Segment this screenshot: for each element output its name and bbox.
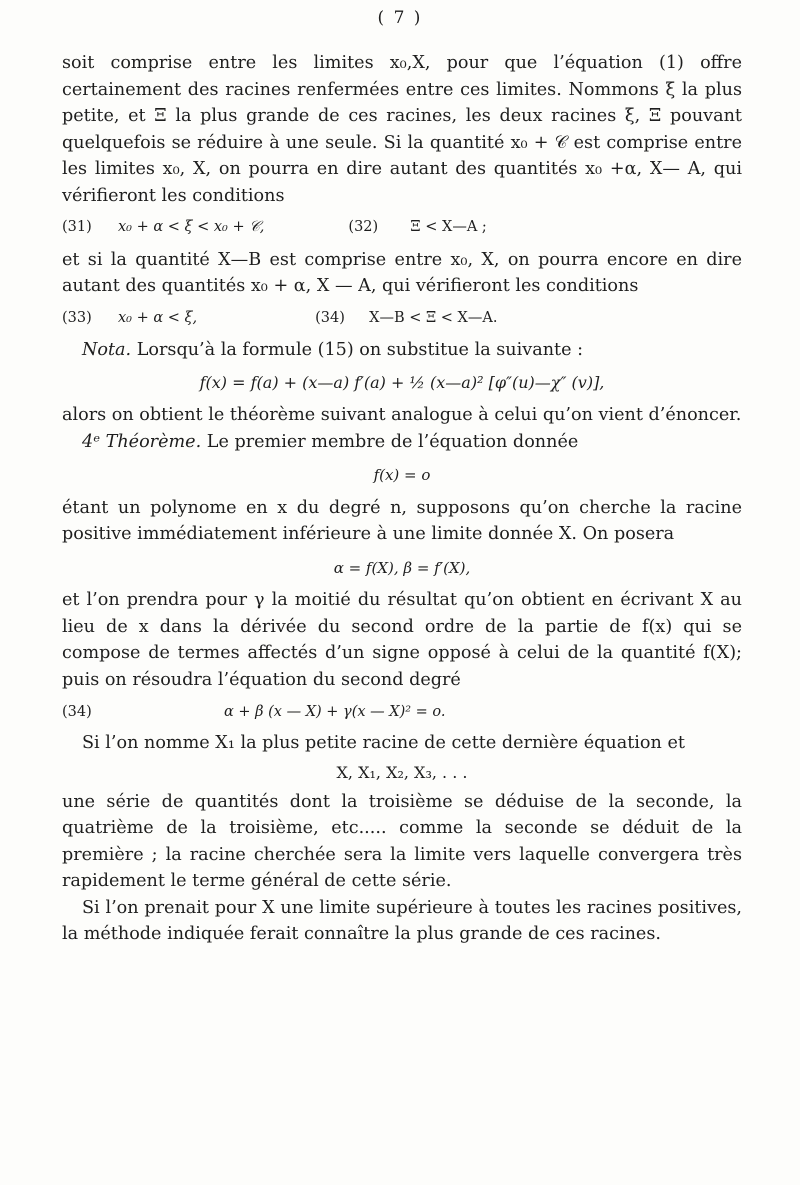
equations-33-34 xyxy=(62,305,742,332)
nota-paragraph xyxy=(62,337,742,364)
equation-tag-32: (32) xyxy=(348,219,379,235)
equation-fx: f(x) = o xyxy=(373,466,431,484)
paragraph-6: Si l’on nomme X₁ la plus petite racine de cette dernière équation et xyxy=(82,732,685,753)
series-line: X, X₁, X₂, X₃, . . . xyxy=(336,763,468,782)
page-number: ( 7 ) xyxy=(377,8,423,28)
paragraph-5: et l’on prendra pour γ la moitié du résultat qu’on obtient en écrivant X au lieu de x dans la dérivée du second ordre de la partie de f(x) qui se compose de termes affectés d’un signe opposé à celui de la quantité f(X); puis on résoudra l’équation du second degré xyxy=(62,590,742,690)
equation-34b: α + β (x — X) + γ(x — X)² = o. xyxy=(224,704,446,720)
theorem-paragraph xyxy=(62,429,742,456)
equation-tag-34: (34) xyxy=(315,309,345,326)
equation-32: Ξ < X—A ; xyxy=(410,219,487,235)
paragraph-4: étant un polynome en x du degré n, supposons qu’on cherche la racine positive immédiatement inférieure à une limite donnée X. On posera xyxy=(62,497,742,544)
paragraph-1: soit comprise entre les limites x₀,X, pour que l’équation (1) offre certainement des racines renfermées entre ces limites. Nommons ξ la plus petite, et Ξ la plus grande de ces racines, les deux racines ξ, Ξ pouvant quelquefois se réduire à une seule. Si la quantité x₀ + 𝒞 est comprise entre les limites x₀, X, on pourra en dire autant des quantités x₀ +α, X— A, qui vérifieront les conditions xyxy=(62,53,742,206)
paragraph-2: et si la quantité X—B est comprise entre x₀, X, on pourra encore en dire autant des quantités x₀ + α, X — A, qui vérifieront les conditions xyxy=(62,249,742,296)
paragraph-3: alors on obtient le théorème suivant analogue à celui qu’on vient d’énoncer. xyxy=(62,405,742,425)
equation-tag-33: (33) xyxy=(62,309,92,326)
nota-text: Lorsqu’à la formule (15) on substitue la suivante : xyxy=(136,340,584,360)
theorem-label: 4ᵉ Théorème. xyxy=(82,431,202,452)
equation-33: x₀ + α < ξ, xyxy=(118,309,198,326)
formula-taylor: f(x) = f(a) + (x—a) f′(a) + ½ (x—a)² [φ″(u)—χ″ (v)], xyxy=(199,372,605,392)
paragraph-7: une série de quantités dont la troisième se déduise de la seconde, la quatrième de la troisième, etc..... comme la seconde se déduit de la première ; la racine cherchée sera la limite vers laquelle convergera très rapidement le terme général de cette série. xyxy=(62,791,742,891)
paragraph-8: Si l’on prenait pour X une limite supérieure à toutes les racines positives, la méthode indiquée ferait connaître la plus grande de ces racines. xyxy=(62,897,742,944)
equations-31-32 xyxy=(62,214,742,241)
theorem-text: Le premier membre de l’équation donnée xyxy=(206,431,579,452)
nota-label: Nota. xyxy=(82,340,132,360)
equation-tag-34b: (34) xyxy=(62,704,92,720)
equation-tag-31: (31) xyxy=(62,219,92,235)
equation-alpha-beta: α = f(X), β = f′(X), xyxy=(333,558,471,577)
text-body xyxy=(62,50,742,948)
equation-34b-line xyxy=(62,699,742,726)
equation-34: X—B < Ξ < X—A. xyxy=(369,309,498,326)
equation-31: x₀ + α < ξ < x₀ + 𝒞, xyxy=(118,219,265,235)
